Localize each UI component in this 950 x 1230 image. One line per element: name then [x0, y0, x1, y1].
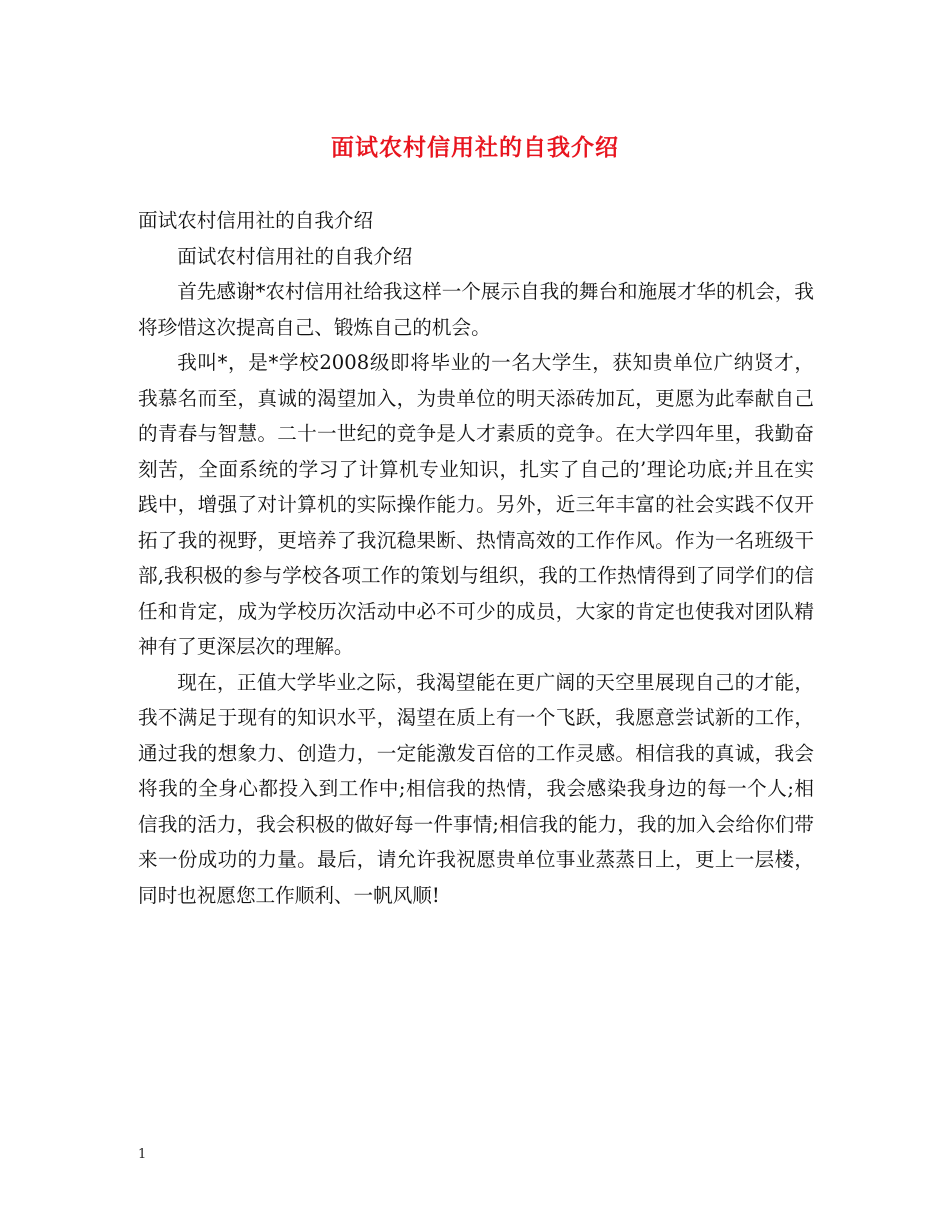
paragraph-intro: 首先感谢*农村信用社给我这样一个展示自我的舞台和施展才华的机会，我将珍惜这次提高自己、锻炼自己的机会。 [138, 280, 814, 339]
document-body [138, 203, 814, 913]
heading-line: 面试农村信用社的自我介绍 [138, 209, 374, 232]
document-title: 面试农村信用社的自我介绍 [331, 134, 619, 161]
paragraph-background: 我叫*，是*学校2008级即将毕业的一名大学生，获知贵单位广纳贤才，我慕名而至，真诚的渴望加入，为贵单位的明天添砖加瓦，更愿为此奉献自己的青春与智慧。二十一世纪的竞争是人才素质的竞争。在大学四年里，我勤奋刻苦，全面系统的学习了计算机专业知识，扎实了自己的’理论功底;并且在实践中，增强了对计算机的实际操作能力。另外，近三年丰富的社会实践不仅开拓了我的视野，更培养了我沉稳果断、热情高效的工作作风。作为一名班级干部,我积极的参与学校各项工作的策划与组织，我的工作热情得到了同学们的信任和肯定，成为学校历次活动中必不可少的成员，大家的肯定也使我对团队精神有了更深层次的理解。 [138, 351, 814, 658]
paragraph-aspiration: 现在，正值大学毕业之际，我渴望能在更广阔的天空里展现自己的才能，我不满足于现有的知识水平，渴望在质上有一个飞跃，我愿意尝试新的工作，通过我的想象力、创造力，一定能激发百倍的工作灵感。相信我的真诚，我会将我的全身心都投入到工作中;相信我的热情，我会感染我身边的每一个人;相信我的活力，我会积极的做好每一件事情;相信我的能力，我的加入会给你们带来一份成功的力量。最后，请允许我祝愿贵单位事业蒸蒸日上，更上一层楼，同时也祝愿您工作顺利、一帆风顺! [138, 670, 814, 907]
subheading-line: 面试农村信用社的自我介绍 [177, 244, 413, 268]
page-number: 1 [138, 1147, 147, 1162]
